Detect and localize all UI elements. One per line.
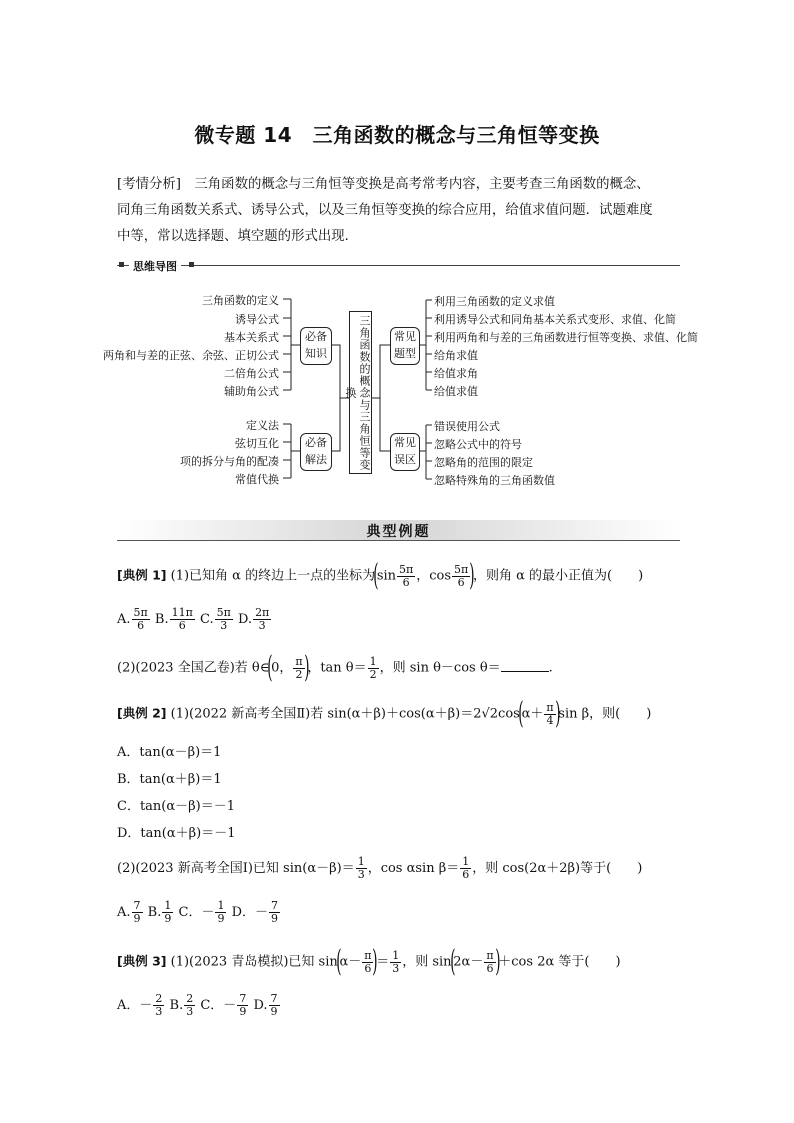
knowledge-item: 两角和与差的正弦、余弦、正切公式 [103,349,279,362]
example-2-option-d: D．tan(α＋β)＝－1 [117,826,236,841]
type-item: 给值求值 [434,385,478,398]
example-2-question-1: [典例 2] (1)(2022 新高考全国Ⅱ)若 sin(α＋β)＋cos(α＋β)＝2√2cos(α＋ $\frac{\pi}{4}$ )sin β，则( ) [117,696,652,731]
knowledge-item: 基本关系式 [224,331,279,344]
method-box: 必备解法 [300,433,332,471]
mistakes-box: 常见误区 [390,433,420,471]
example-2-options-2: A. $\frac{7}{9}$ B. $\frac{1}{9}$ C．－ $\frac{1}{9}$ D．－ $\frac{7}{9}$ [117,899,279,925]
mistake-item: 忽略角的范围的限定 [434,456,533,469]
paren-open: ( [373,558,379,593]
analysis-line-1: [考情分析] 三角函数的概念与三角恒等变换是高考常考内容，主要考查三角函数的概念、 [117,177,650,192]
answer-blank [501,659,549,672]
knowledge-item: 诱导公式 [235,313,279,326]
section-banner [117,520,680,540]
mistake-item: 忽略特殊角的三角函数值 [434,474,555,487]
analysis-line-3: 中等，常以选择题、填空题的形式出现． [117,229,359,244]
paren-close: ) [469,558,475,593]
type-item: 利用诱导公式和同角基本关系式变形、求值、化简 [434,313,676,326]
method-item: 常值代换 [235,473,279,486]
fraction: $\frac{5\pi}{6}$ [399,562,414,589]
page-title: 微专题 14 三角函数的概念与三角恒等变换 [194,123,600,147]
example-2-label: [典例 2] [117,705,167,721]
type-item: 利用三角函数的定义求值 [434,295,555,308]
analysis-label: [考情分析] [117,177,182,192]
center-topic-box: 三角函数的概念与三角恒等变换 [349,311,372,474]
example-1-question-2: (2)(2023 全国乙卷)若 θ∈(0， $\frac{\pi}{2}$ )，tan θ＝ $\frac{1}{2}$ ，则 sin θ－cos θ＝ . [117,650,553,685]
type-item: 给角求值 [434,349,478,362]
knowledge-box: 必备知识 [300,327,332,365]
example-3-options: A．－ $\frac{2}{3}$ B. $\frac{2}{3}$ C．－ $\frac{7}{9}$ D. $\frac{7}{9}$ [117,992,278,1018]
method-item: 项的拆分与角的配凑 [180,455,279,468]
example-2-option-b: B．tan(α＋β)＝1 [117,772,222,787]
type-item: 给值求角 [434,367,478,380]
mistake-item: 错误使用公式 [434,420,500,433]
knowledge-item: 三角函数的定义 [202,294,279,307]
types-box: 常见题型 [390,327,420,365]
example-1-label: [典例 1] [117,567,167,583]
example-2-option-a: A．tan(α－β)＝1 [117,745,222,760]
fraction: $\frac{5\pi}{6}$ [454,562,469,589]
example-1-question-1: [典例 1] (1)已知角 α 的终边上一点的坐标为(sin $\frac{5\pi}{6}$ ，cos $\frac{5\pi}{6}$ )，则角 α 的最小正值为( ) [117,558,644,593]
example-3-question-1: [典例 3] (1)(2023 青岛模拟)已知 sin(α－ $\frac{\pi}{6}$ )＝ $\frac{1}{3}$ ，则 sin(2α－ $\frac{\pi}{6}$ )＋cos 2α 等于( ) [117,944,621,979]
type-item: 利用两角和与差的三角函数进行恒等变换、求值、化简 [434,331,698,344]
example-3-label: [典例 3] [117,953,167,969]
mindmap-header-label: 思维导图 [129,258,181,274]
method-item: 定义法 [246,419,279,432]
analysis-line-2: 同角三角函数关系式、诱导公式，以及三角恒等变换的综合应用，给值求值问题．试题难度 [117,203,653,218]
section-banner-title: 典型例题 [366,524,431,540]
knowledge-item: 辅助角公式 [224,385,279,398]
example-2-option-c: C．tan(α－β)＝－1 [117,799,236,814]
example-1-options: A. $\frac{5\pi}{6}$ B. $\frac{11\pi}{6}$ C. $\frac{5\pi}{3}$ D. $\frac{2\pi}{3}$ [117,606,270,632]
knowledge-item: 二倍角公式 [224,367,279,380]
method-item: 弦切互化 [235,437,279,450]
banner-rule [117,540,680,541]
mistake-item: 忽略公式中的符号 [434,438,522,451]
example-2-question-2: (2)(2023 新高考全国Ⅰ)已知 sin(α－β)＝ $\frac{1}{3}$ ，cos αsin β＝ $\frac{1}{6}$ ，则 cos(2α＋2β)等于( ) [117,855,643,881]
